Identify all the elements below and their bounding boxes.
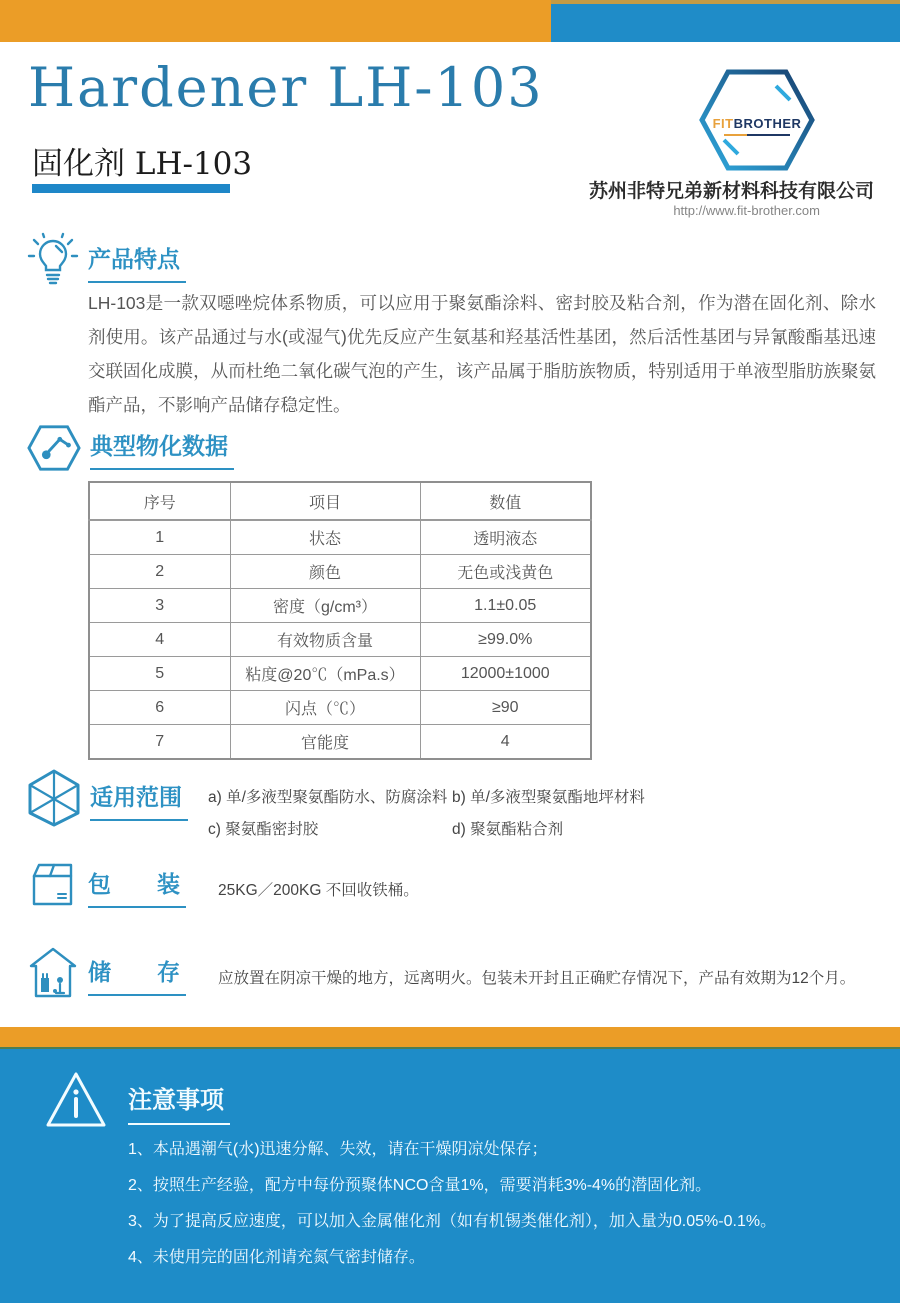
table-header-value: 数值 bbox=[420, 482, 591, 520]
table-row bbox=[89, 520, 591, 555]
table-cell: 2 bbox=[89, 555, 230, 589]
table-row bbox=[89, 623, 591, 657]
storage-text: 应放置在阴凉干燥的地方，远离明火。包装未开封且正确贮存情况下，产品有效期为12个月。 bbox=[218, 970, 856, 987]
lightbulb-icon bbox=[26, 232, 80, 290]
section-heading-storage: 储 存 bbox=[88, 954, 186, 996]
notice-item-2: 2、按照生产经验，配方中每份预聚体NCO含量1%，需要消耗3%-4%的潜固化剂。 bbox=[128, 1177, 712, 1194]
logo-underline bbox=[724, 134, 790, 136]
table-cell: 1.1±0.05 bbox=[420, 589, 591, 623]
features-paragraph: LH-103是一款双噁唑烷体系物质，可以应用于聚氨酯涂料、密封胶及粘合剂，作为潜在固化剂、除水剂使用。该产品通过与水(或湿气)优先反应产生氨基和羟基活性基团，然后活性基团与异氰酸酯基迅速交联固化成膜，从而杜绝二氧化碳气泡的产生，该产品属于脂肪族物质，特别适用于单液型脂肪族聚氨酯产品，不影响产品储存稳定性。 bbox=[88, 293, 876, 415]
storage-house-icon bbox=[28, 946, 78, 1000]
table-cell: 3 bbox=[89, 589, 230, 623]
page-subtitle: 固化剂 LH-103 bbox=[32, 146, 253, 182]
notice-list bbox=[128, 1136, 776, 1280]
application-item-c: c) 聚氨酯密封胶 bbox=[208, 821, 319, 838]
cube-wireframe-icon bbox=[26, 768, 82, 828]
page-title: Hardener LH-103 bbox=[28, 56, 544, 119]
notice-item-4: 4、未使用完的固化剂请充氮气密封储存。 bbox=[128, 1249, 425, 1266]
notice-item-1: 1、本品遇潮气(水)迅速分解、失效，请在干燥阴凉处保存； bbox=[128, 1141, 548, 1158]
table-cell: 闪点（℃） bbox=[230, 691, 420, 725]
subtitle-underline-bar bbox=[32, 184, 230, 193]
logo-wordmark bbox=[698, 116, 816, 131]
table-header-index: 序号 bbox=[89, 482, 230, 520]
table-cell: 5 bbox=[89, 657, 230, 691]
notice-item-3: 3、为了提高反应速度，可以加入金属催化剂（如有机锡类催化剂），加入量为0.05%-0.1%。 bbox=[128, 1213, 777, 1230]
table-row bbox=[89, 657, 591, 691]
table-cell: 官能度 bbox=[230, 725, 420, 760]
package-box-icon bbox=[30, 860, 76, 910]
table-cell: 密度（g/cm³） bbox=[230, 589, 420, 623]
company-website-link[interactable]: http://www.fit-brother.com bbox=[673, 203, 820, 218]
table-cell: 6 bbox=[89, 691, 230, 725]
table-cell: ≥90 bbox=[420, 691, 591, 725]
header-orange-band bbox=[0, 0, 551, 42]
table-row bbox=[89, 691, 591, 725]
company-logo bbox=[698, 64, 816, 176]
table-cell: 状态 bbox=[230, 520, 420, 555]
table-cell: ≥99.0% bbox=[420, 623, 591, 657]
table-cell: 透明液态 bbox=[420, 520, 591, 555]
packaging-text: 25KG／200KG 不回收铁桶。 bbox=[218, 882, 419, 899]
company-name: 苏州非特兄弟新材料科技有限公司 bbox=[588, 181, 874, 202]
table-cell: 4 bbox=[89, 623, 230, 657]
application-item-d: d) 聚氨酯粘合剂 bbox=[452, 821, 564, 838]
application-item-b: b) 单/多液型聚氨酯地坪材料 bbox=[452, 789, 645, 806]
table-row bbox=[89, 725, 591, 760]
table-cell: 有效物质含量 bbox=[230, 623, 420, 657]
notice-orange-band bbox=[0, 1027, 900, 1047]
warning-triangle-icon bbox=[44, 1070, 108, 1130]
application-item-a: a) 单/多液型聚氨酯防水、防腐涂料 bbox=[208, 789, 448, 806]
section-heading-features: 产品特点 bbox=[88, 241, 186, 283]
table-cell: 粘度@20℃（mPa.s） bbox=[230, 657, 420, 691]
table-header-row bbox=[89, 482, 591, 520]
table-cell: 7 bbox=[89, 725, 230, 760]
header-blue-band bbox=[551, 4, 900, 42]
table-cell: 12000±1000 bbox=[420, 657, 591, 691]
table-row bbox=[89, 589, 591, 623]
table-header-item: 项目 bbox=[230, 482, 420, 520]
section-heading-notice: 注意事项 bbox=[128, 1080, 230, 1125]
molecule-hexagon-icon bbox=[27, 421, 81, 475]
spec-table bbox=[88, 481, 592, 760]
table-cell: 无色或浅黄色 bbox=[420, 555, 591, 589]
logo-fit-text: FIT bbox=[712, 116, 734, 131]
table-cell: 1 bbox=[89, 520, 230, 555]
table-cell: 颜色 bbox=[230, 555, 420, 589]
section-heading-packaging: 包 装 bbox=[88, 866, 186, 908]
section-heading-data: 典型物化数据 bbox=[90, 428, 234, 470]
logo-brother-text: BROTHER bbox=[733, 116, 802, 131]
table-cell: 4 bbox=[420, 725, 591, 760]
table-row bbox=[89, 555, 591, 589]
section-heading-applications: 适用范围 bbox=[90, 779, 188, 821]
